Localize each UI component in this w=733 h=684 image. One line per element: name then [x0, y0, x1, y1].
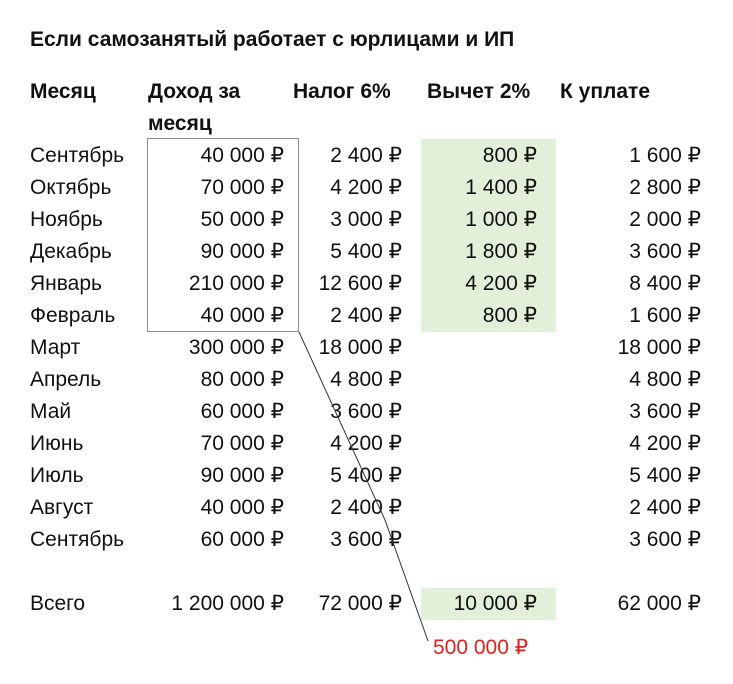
tax-cell: 4 800 ₽	[330, 368, 402, 391]
deduction-cell: 4 200 ₽	[465, 272, 537, 295]
tax-cell: 5 400 ₽	[330, 240, 402, 263]
tax-cell: 4 200 ₽	[330, 176, 402, 199]
month-cell: Март	[30, 336, 81, 359]
header-to-pay: К уплате	[560, 80, 650, 103]
deduction-cell: 1 400 ₽	[465, 176, 537, 199]
tax-cell: 2 400 ₽	[330, 496, 402, 519]
tax-cell: 3 600 ₽	[330, 528, 402, 551]
to-pay-cell: 2 400 ₽	[629, 496, 701, 519]
income-cell: 60 000 ₽	[200, 528, 284, 551]
income-cell: 40 000 ₽	[200, 496, 284, 519]
income-cell: 50 000 ₽	[200, 208, 284, 231]
total-to-pay: 62 000 ₽	[617, 592, 701, 615]
month-cell: Май	[30, 400, 72, 423]
total-income: 1 200 000 ₽	[171, 592, 284, 615]
month-cell: Сентябрь	[30, 144, 125, 167]
month-cell: Июнь	[30, 432, 84, 455]
to-pay-cell: 4 800 ₽	[629, 368, 701, 391]
month-cell: Январь	[30, 272, 102, 295]
month-cell: Февраль	[30, 304, 116, 327]
month-cell: Ноябрь	[30, 208, 103, 231]
deduction-cell	[420, 332, 537, 364]
total-label: Всего	[30, 592, 86, 615]
month-cell: Апрель	[30, 368, 102, 391]
header-tax: Налог 6%	[293, 80, 391, 103]
deduction-cell	[420, 524, 537, 556]
tax-cell: 5 400 ₽	[330, 464, 402, 487]
deduction-cell: 800 ₽	[482, 144, 537, 167]
to-pay-cell: 2 000 ₽	[629, 208, 701, 231]
income-cell: 60 000 ₽	[200, 400, 284, 423]
income-cell: 40 000 ₽	[200, 304, 284, 327]
income-cell: 210 000 ₽	[188, 272, 284, 295]
month-cell: Сентябрь	[30, 528, 125, 551]
table-title: Если самозанятый работает с юрлицами и ИП	[30, 28, 515, 51]
deduction-cell	[420, 396, 537, 428]
to-pay-cell: 3 600 ₽	[629, 528, 701, 551]
to-pay-cell: 1 600 ₽	[629, 304, 701, 327]
income-cell: 70 000 ₽	[200, 432, 284, 455]
income-cell: 80 000 ₽	[200, 368, 284, 391]
header-month: Месяц	[30, 80, 96, 103]
to-pay-cell: 4 200 ₽	[629, 432, 701, 455]
to-pay-cell: 8 400 ₽	[629, 272, 701, 295]
deduction-cell	[420, 492, 537, 524]
deduction-cell	[420, 460, 537, 492]
deduction-cell: 1 000 ₽	[465, 208, 537, 231]
deduction-cell: 800 ₽	[482, 304, 537, 327]
month-cell: Июль	[30, 464, 84, 487]
income-cell: 90 000 ₽	[200, 240, 284, 263]
income-cell: 90 000 ₽	[200, 464, 284, 487]
tax-cell: 2 400 ₽	[330, 304, 402, 327]
to-pay-cell: 3 600 ₽	[629, 240, 701, 263]
tax-cell: 3 600 ₽	[330, 400, 402, 423]
to-pay-cell: 5 400 ₽	[629, 464, 701, 487]
tax-cell: 3 000 ₽	[330, 208, 402, 231]
month-cell: Август	[30, 496, 94, 519]
to-pay-cell: 2 800 ₽	[629, 176, 701, 199]
deduction-cell	[420, 364, 537, 396]
header-income-line1: Доход за	[148, 80, 241, 103]
to-pay-cell: 1 600 ₽	[629, 144, 701, 167]
tax-cell: 18 000 ₽	[318, 336, 402, 359]
month-cell: Декабрь	[30, 240, 112, 263]
header-income-line2: месяц	[148, 112, 212, 135]
income-cell: 40 000 ₽	[200, 144, 284, 167]
total-deduction: 10 000 ₽	[453, 592, 537, 615]
tax-cell: 4 200 ₽	[330, 432, 402, 455]
annotation-total: 500 000 ₽	[433, 636, 529, 659]
deduction-cell: 1 800 ₽	[465, 240, 537, 263]
tax-cell: 12 600 ₽	[318, 272, 402, 295]
total-tax: 72 000 ₽	[318, 592, 402, 615]
to-pay-cell: 18 000 ₽	[617, 336, 701, 359]
to-pay-cell: 3 600 ₽	[629, 400, 701, 423]
header-deduction: Вычет 2%	[427, 80, 531, 103]
month-cell: Октябрь	[30, 176, 112, 199]
tax-cell: 2 400 ₽	[330, 144, 402, 167]
income-cell: 300 000 ₽	[188, 336, 284, 359]
income-cell: 70 000 ₽	[200, 176, 284, 199]
deduction-cell	[420, 428, 537, 460]
